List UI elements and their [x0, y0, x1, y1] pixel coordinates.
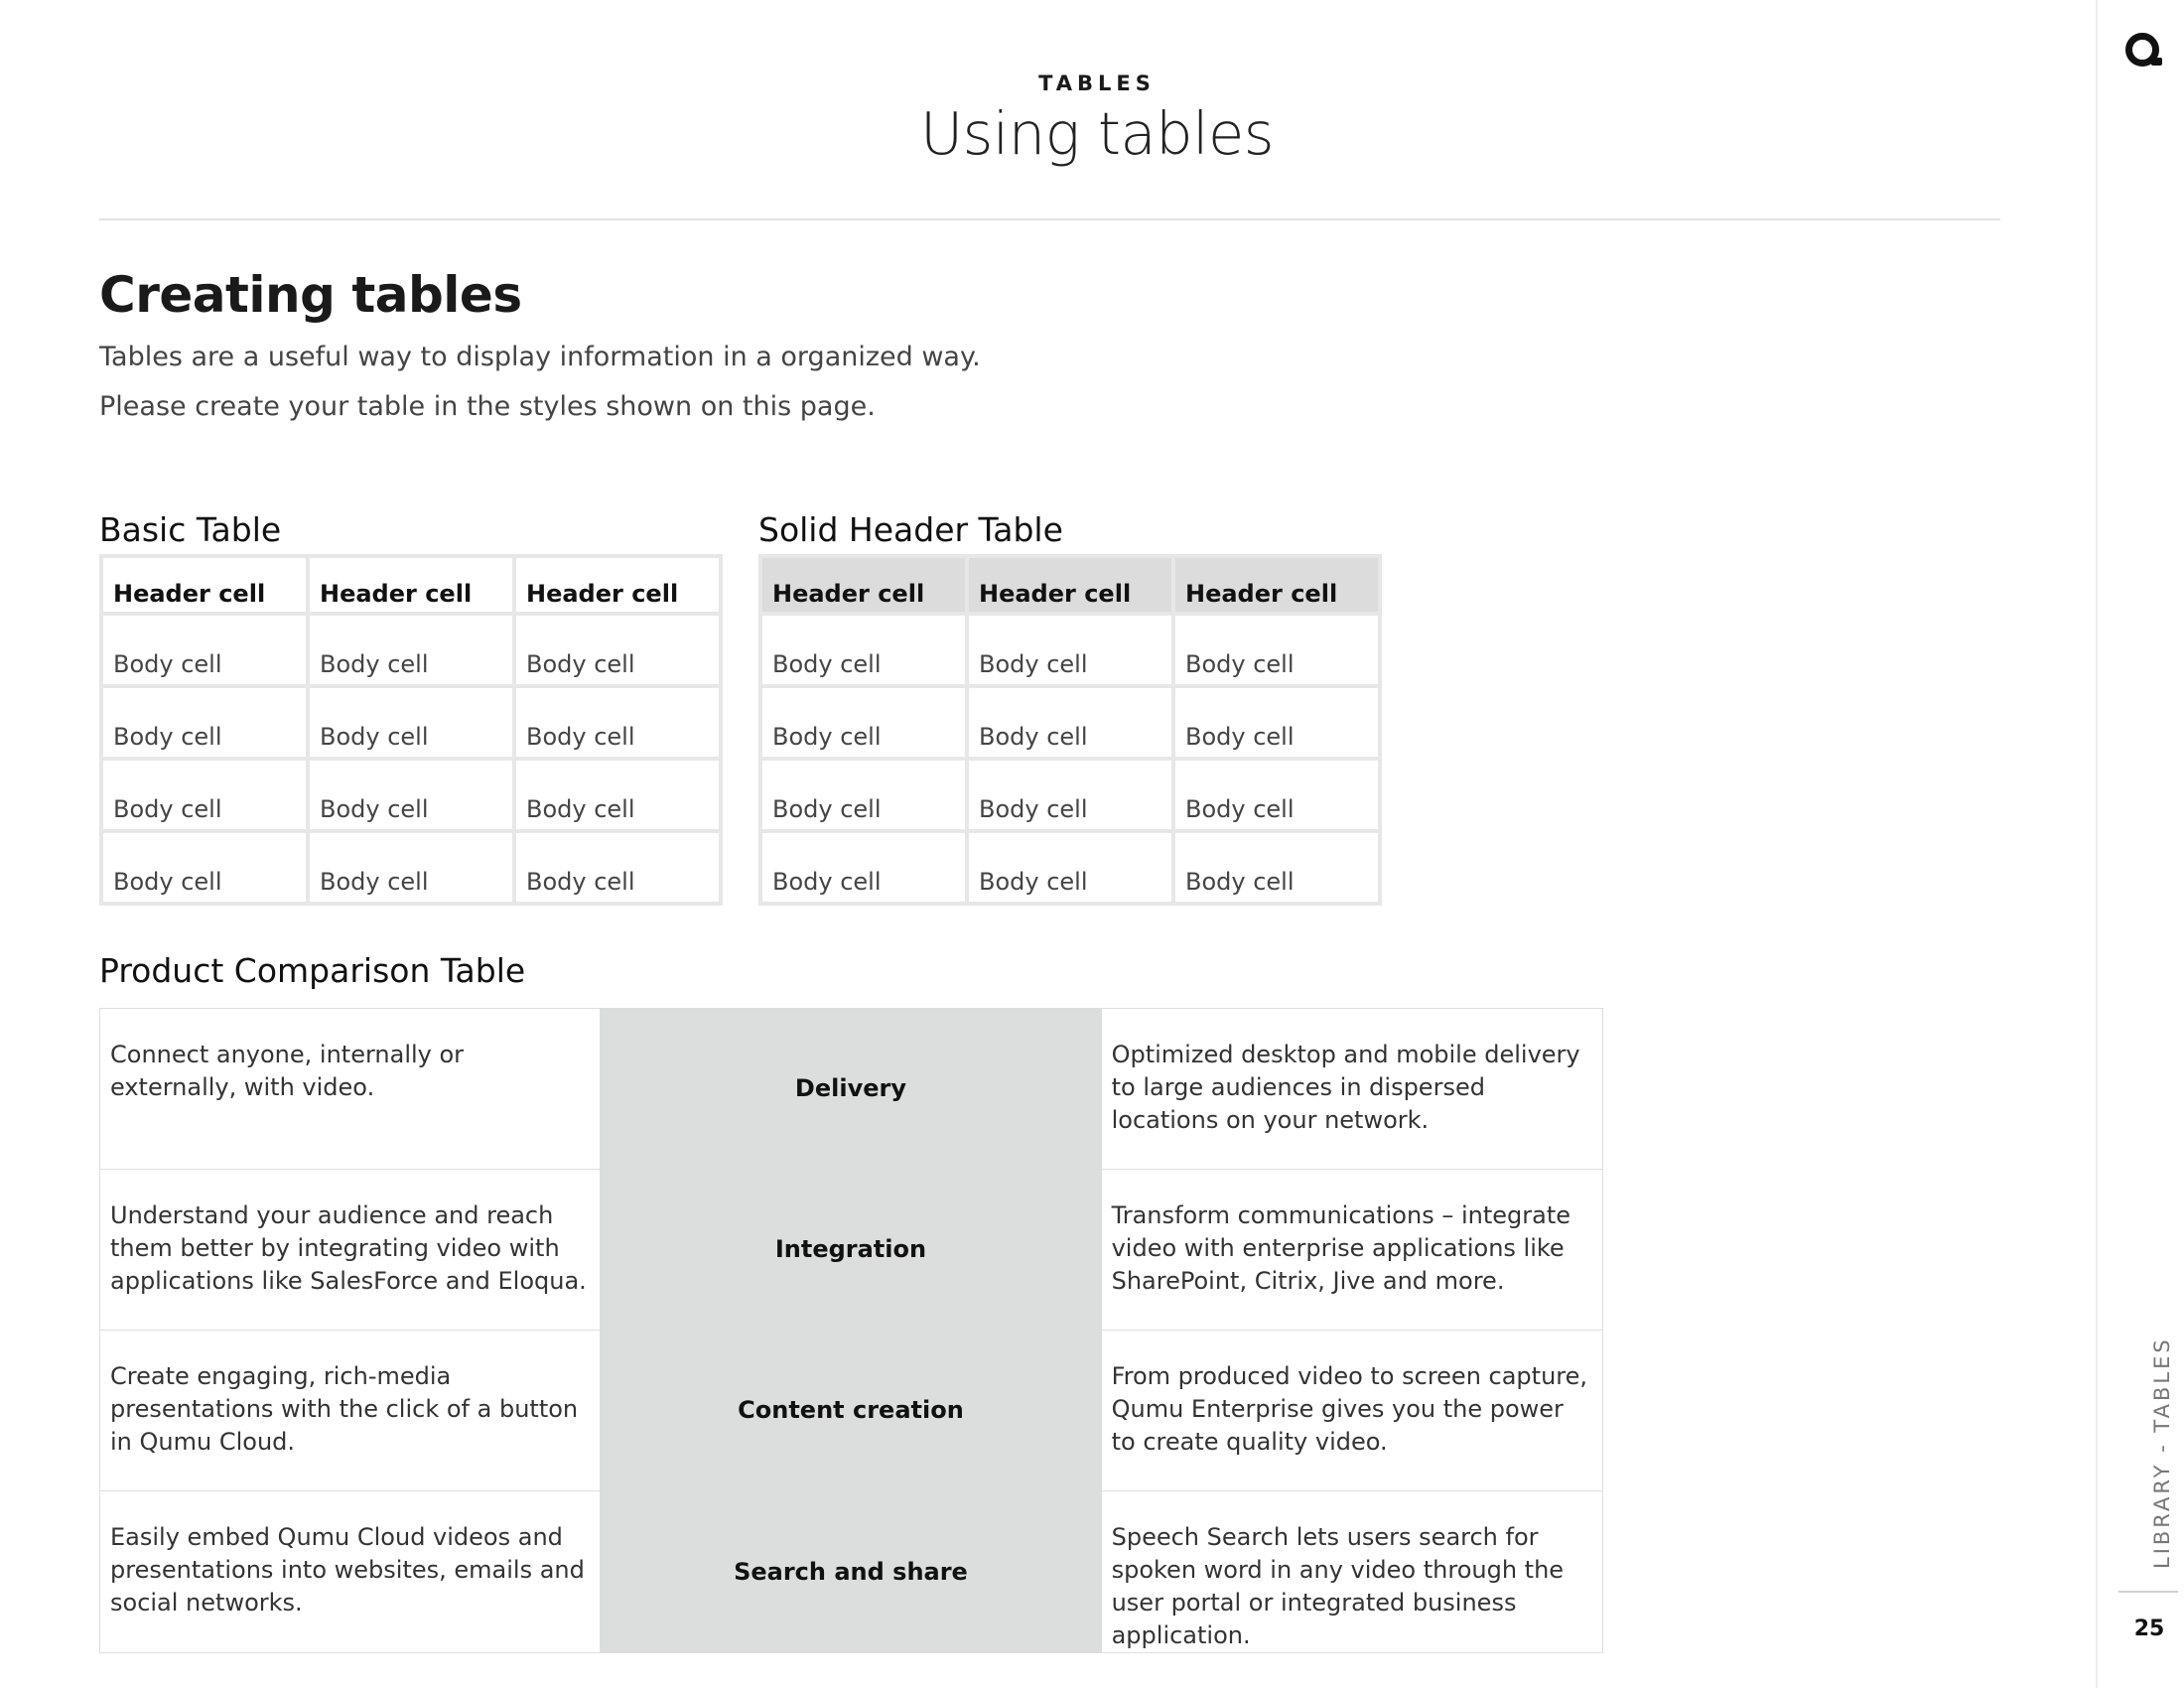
table-row	[100, 1491, 1603, 1653]
body-cell: Body cell	[516, 833, 719, 902]
intro-text-line-1: Tables are a useful way to display information in a organized way.	[99, 342, 981, 372]
body-cell: Body cell	[1175, 833, 1378, 902]
body-cell: Body cell	[762, 688, 965, 757]
body-cell: Body cell	[1175, 688, 1378, 757]
header-cell: Header cell	[516, 558, 719, 612]
comparison-left-cell: Create engaging, rich-media presentations with the click of a button in Qumu Cloud.	[100, 1331, 601, 1491]
comparison-feature-cell: Content creation	[601, 1331, 1101, 1491]
section-side-label: LIBRARY - TABLES	[2150, 1336, 2174, 1569]
table-row	[762, 833, 1378, 902]
comparison-left-cell: Easily embed Qumu Cloud videos and presentations into websites, emails and social networks.	[100, 1491, 601, 1653]
body-cell: Body cell	[762, 761, 965, 829]
table-row	[100, 1170, 1603, 1331]
body-cell: Body cell	[516, 761, 719, 829]
header-cell: Header cell	[969, 558, 1171, 612]
comparison-feature-cell: Search and share	[601, 1491, 1101, 1653]
comparison-left-cell: Connect anyone, internally or externally, with video.	[100, 1009, 601, 1170]
body-cell: Body cell	[762, 616, 965, 684]
header-cell: Header cell	[103, 558, 306, 612]
header-cell: Header cell	[1175, 558, 1378, 612]
body-cell: Body cell	[310, 616, 512, 684]
sidebar-rule	[2118, 1591, 2178, 1593]
comparison-feature-cell: Delivery	[601, 1009, 1101, 1170]
body-cell: Body cell	[310, 688, 512, 757]
body-cell: Body cell	[310, 833, 512, 902]
table-row	[762, 616, 1378, 684]
table-header-row	[762, 558, 1378, 612]
table-row	[100, 1009, 1603, 1170]
body-cell: Body cell	[969, 688, 1171, 757]
body-cell: Body cell	[103, 688, 306, 757]
comparison-left-cell: Understand your audience and reach them better by integrating video with applications like SalesForce and Eloqua.	[100, 1170, 601, 1331]
comparison-right-cell: Speech Search lets users search for spoken word in any video through the user portal or integrated business application.	[1101, 1491, 1602, 1653]
basic-table	[99, 554, 723, 906]
comparison-feature-cell: Integration	[601, 1170, 1101, 1331]
body-cell: Body cell	[310, 761, 512, 829]
body-cell: Body cell	[969, 833, 1171, 902]
section-heading: Creating tables	[99, 266, 522, 324]
header-cell: Header cell	[310, 558, 512, 612]
header-cell: Header cell	[762, 558, 965, 612]
header-divider	[99, 218, 2000, 220]
body-cell: Body cell	[969, 616, 1171, 684]
table-row	[103, 761, 719, 829]
solid-table-title: Solid Header Table	[758, 510, 1063, 549]
solid-header-table	[758, 554, 1382, 906]
body-cell: Body cell	[516, 688, 719, 757]
table-row	[103, 616, 719, 684]
section-kicker: TABLES	[1038, 71, 1156, 95]
table-row	[103, 833, 719, 902]
comparison-right-cell: Optimized desktop and mobile delivery to large audiences in dispersed locations on your network.	[1101, 1009, 1602, 1170]
table-row	[762, 761, 1378, 829]
intro-text-line-2: Please create your table in the styles shown on this page.	[99, 391, 876, 422]
body-cell: Body cell	[762, 833, 965, 902]
table-row	[100, 1331, 1603, 1491]
page-title: Using tables	[919, 99, 1275, 168]
body-cell: Body cell	[103, 761, 306, 829]
comparison-right-cell: From produced video to screen capture, Qumu Enterprise gives you the power to create quality video.	[1101, 1331, 1602, 1491]
qumu-logo-icon	[2124, 32, 2168, 75]
body-cell: Body cell	[1175, 761, 1378, 829]
basic-table-title: Basic Table	[99, 510, 282, 549]
body-cell: Body cell	[969, 761, 1171, 829]
comparison-right-cell: Transform communications – integrate video with enterprise applications like SharePoint, Citrix, Jive and more.	[1101, 1170, 1602, 1331]
body-cell: Body cell	[103, 833, 306, 902]
body-cell: Body cell	[1175, 616, 1378, 684]
sidebar-divider	[2096, 0, 2098, 1688]
page-number: 25	[2133, 1617, 2165, 1641]
table-row	[762, 688, 1378, 757]
table-row	[103, 688, 719, 757]
body-cell: Body cell	[516, 616, 719, 684]
body-cell: Body cell	[103, 616, 306, 684]
product-comparison-table	[99, 1008, 1603, 1653]
comparison-table-title: Product Comparison Table	[99, 951, 526, 990]
table-header-row	[103, 558, 719, 612]
